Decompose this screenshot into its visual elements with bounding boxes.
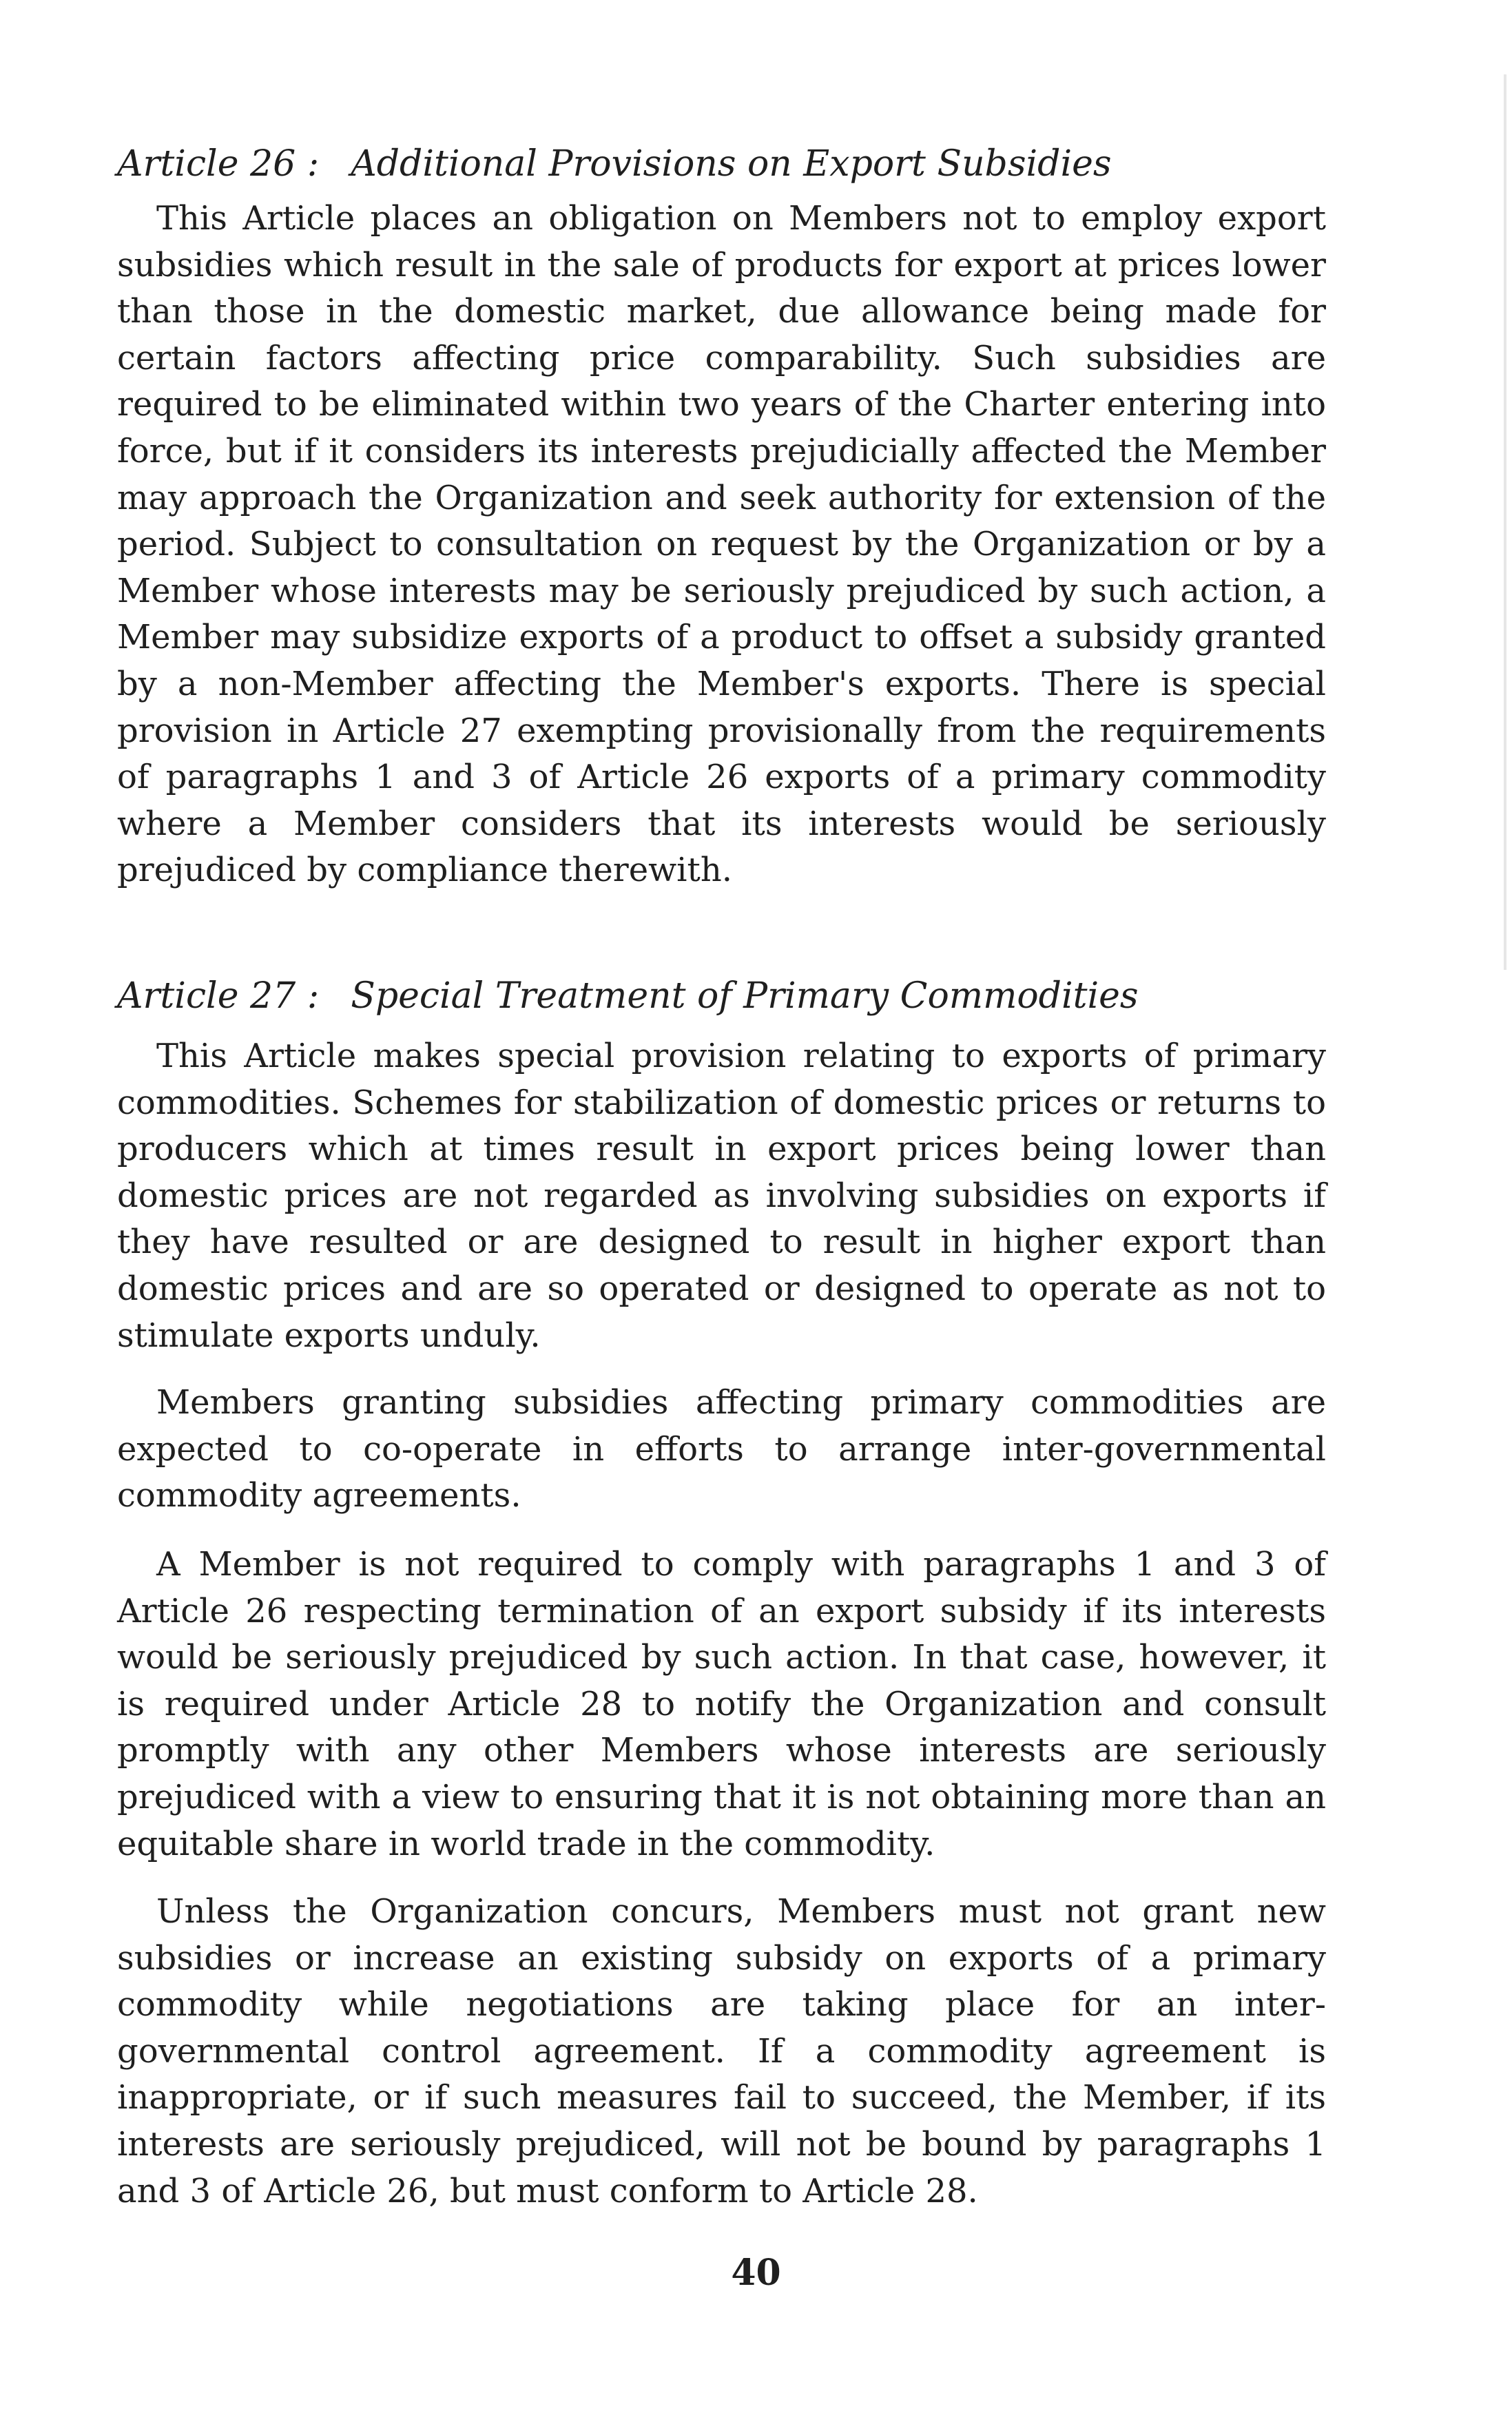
page-number: 40 bbox=[731, 2252, 781, 2294]
scan-edge-mark bbox=[1504, 74, 1506, 970]
article-27-paragraph-3-block bbox=[117, 1542, 1326, 1867]
article-27-paragraph-3: A Member is not required to comply with paragraphs 1 and 3 of Article 26 respecting termination of an export subsidy if its interests would be seriously prejudiced by such action. In that case, however, it is required under Article 28 to notify the Organization and consult promptly with any other Members whose interests are seriously prejudiced with a view to ensuring that it is not obtaining more than an equitable share in world trade in the commodity. bbox=[117, 1545, 1326, 1863]
article-27-heading bbox=[117, 974, 1326, 1018]
article-27-label: Article 27 : bbox=[117, 975, 320, 1017]
article-26-body bbox=[117, 196, 1326, 894]
article-27-paragraph-4-block bbox=[117, 1889, 1326, 2215]
article-27-paragraph-4: Unless the Organization concurs, Members must not grant new subsidies or increase an existing subsidy on exports of a primary commodity while negotiations are taking place for an inter-governmental control agreement. If a commodity agreement is inappropriate, or if such measures fail to succeed, the Member, if its interests are seriously prejudiced, will not be bound by paragraphs 1 and 3 of Article 26, but must conform to Article 28. bbox=[117, 1892, 1326, 2210]
article-26-label: Article 26 : bbox=[117, 143, 320, 185]
article-27-paragraph-2-block bbox=[117, 1380, 1326, 1520]
article-26-heading bbox=[117, 142, 1326, 186]
article-27-paragraph-1-block bbox=[117, 1033, 1326, 1359]
article-26-title: Additional Provisions on Export Subsidies bbox=[351, 143, 1112, 185]
article-26-paragraph-1: This Article places an obligation on Members not to employ export subsidies which result in the sale of products for export at prices lower than those in the domestic market, due allowance being made for certain factors affecting price comparability. Such subsidies are required to be eliminated within two years of the Charter entering into force, but if it considers its interests prejudicially affected the Member may approach the Organization and seek authority for extension of the period. Subject to consultation on request by the Organization or by a Member whose interests may be seriously prejudiced by such action, a Member may subsidize exports of a product to offset a subsidy granted by a non-Member affecting the Member's exports. There is special provision in Article 27 exempting provisionally from the requirements of paragraphs 1 and 3 of Article 26 exports of a primary commodity where a Member considers that its interests would be seriously prejudiced by compliance therewith. bbox=[117, 199, 1326, 890]
article-27-paragraph-2: Members granting subsidies affecting primary commodities are expected to co-operate in efforts to arrange inter-governmental commodity agreements. bbox=[117, 1383, 1326, 1515]
article-27-paragraph-1: This Article makes special provision relating to exports of primary commodities. Schemes for stabilization of domestic prices or returns to producers which at times result in export prices being lower than domestic prices are not regarded as involving subsidies on exports if they have resulted or are designed to result in higher export than domestic prices and are so operated or designed to operate as not to stimulate exports unduly. bbox=[117, 1037, 1326, 1355]
article-27-title: Special Treatment of Primary Commodities bbox=[351, 975, 1139, 1017]
